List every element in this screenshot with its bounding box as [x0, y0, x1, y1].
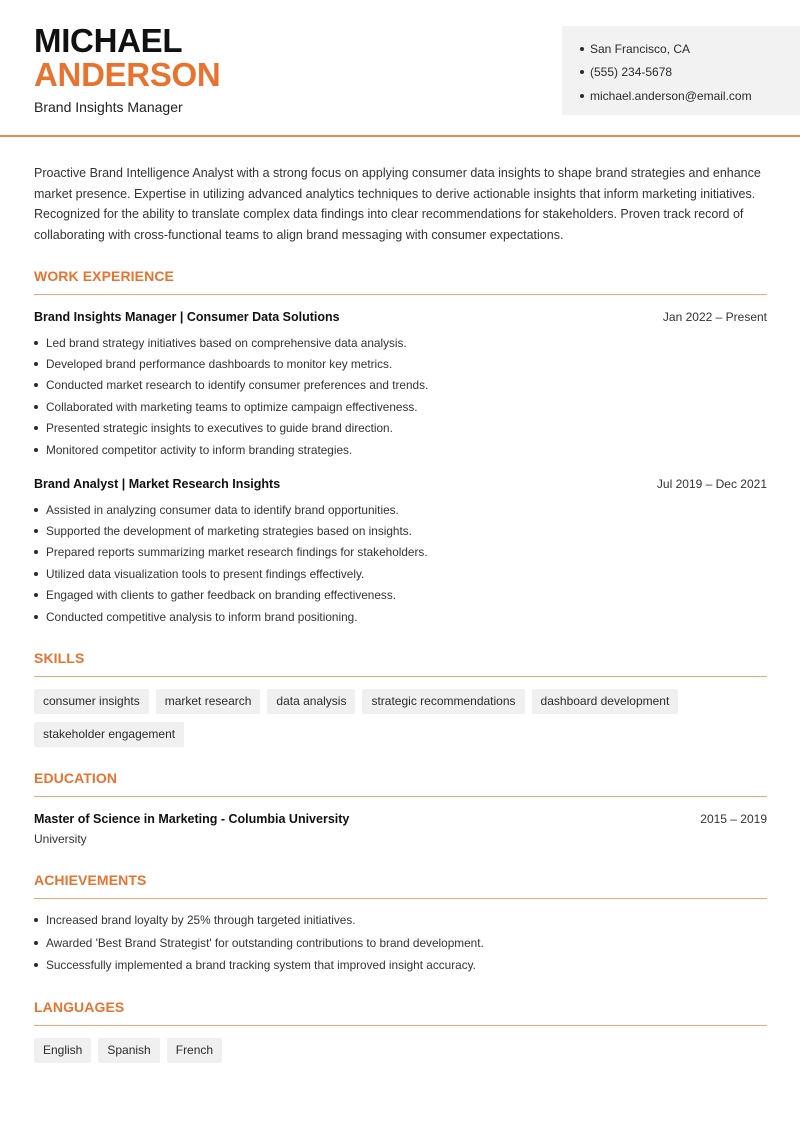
bullet-icon [34, 383, 38, 387]
bullet-icon [580, 47, 584, 51]
bullet-icon [34, 593, 38, 597]
list-item [34, 396, 767, 417]
bullet-text: Conducted competitive analysis to inform brand positioning. [46, 609, 358, 624]
skills-list [34, 689, 767, 747]
bullet-text: Prepared reports summarizing market research findings for stakeholders. [46, 545, 428, 560]
list-item [34, 332, 767, 353]
bullet-text: Engaged with clients to gather feedback on branding effectiveness. [46, 588, 396, 603]
achievement-text: Increased brand loyalty by 25% through targeted initiatives. [46, 913, 356, 928]
bullet-icon [34, 550, 38, 554]
bullet-icon [34, 341, 38, 345]
languages-heading: LANGUAGES [34, 999, 125, 1015]
list-item [34, 909, 767, 932]
achievements-heading: ACHIEVEMENTS [34, 872, 147, 888]
work-experience-heading: WORK EXPERIENCE [34, 268, 174, 284]
job-title: Brand Analyst | Market Research Insights [34, 477, 281, 491]
resume-header [0, 0, 800, 137]
contact-location [580, 37, 800, 61]
bullet-text: Led brand strategy initiatives based on comprehensive data analysis. [46, 335, 407, 350]
achievements-list [34, 909, 767, 977]
last-name: ANDERSON [34, 56, 221, 93]
bullet-icon [34, 941, 38, 945]
skill-chip: consumer insights [34, 689, 149, 714]
bullet-icon [34, 918, 38, 922]
bullet-text: Utilized data visualization tools to present findings effectively. [46, 566, 365, 581]
section-divider [34, 294, 767, 295]
degree-title: Master of Science in Marketing - Columbia University [34, 812, 350, 826]
skill-chip: data analysis [267, 689, 355, 714]
location-text: San Francisco, CA [590, 41, 691, 56]
list-item [34, 606, 767, 627]
professional-summary: Proactive Brand Intelligence Analyst with a strong focus on applying consumer data insights to shape brand strategies and enhance market presence. Expertise in utilizing advanced analytics techniques to derive actionable insights that inform marketing initiatives. Recognized for the ability to translate complex data findings into clear recommendations for stakeholders. Proven track record of collaborating with cross-functional teams to align brand messaging with consumer expectations. [34, 166, 761, 243]
bullet-icon [34, 572, 38, 576]
bullet-icon [580, 70, 584, 74]
bullet-text: Collaborated with marketing teams to optimize campaign effectiveness. [46, 399, 418, 414]
education-dates: 2015 – 2019 [700, 812, 767, 826]
candidate-name [34, 24, 220, 92]
achievement-text: Awarded 'Best Brand Strategist' for outstanding contributions to brand development. [46, 935, 484, 950]
job-dates: Jan 2022 – Present [662, 310, 767, 324]
job-bullets [34, 332, 767, 460]
job-title: Brand Insights Manager | Consumer Data Solutions [34, 310, 340, 324]
language-chip: English [34, 1038, 91, 1063]
bullet-text: Supported the development of marketing strategies based on insights. [46, 524, 412, 539]
list-item [34, 520, 767, 541]
job-bullets [34, 499, 767, 627]
bullet-icon [34, 362, 38, 366]
list-item [34, 954, 767, 977]
education-type: University [34, 832, 87, 846]
skill-chip: market research [156, 689, 261, 714]
achievement-text: Successfully implemented a brand tracking system that improved insight accuracy. [46, 958, 476, 973]
bullet-icon [34, 963, 38, 967]
bullet-icon [34, 448, 38, 452]
list-item [34, 439, 767, 460]
bullet-icon [34, 426, 38, 430]
skills-heading: SKILLS [34, 650, 85, 666]
list-item [34, 932, 767, 955]
language-chip: French [167, 1038, 222, 1063]
bullet-icon [580, 94, 584, 98]
list-item [34, 375, 767, 396]
skill-chip: strategic recommendations [362, 689, 524, 714]
list-item [34, 563, 767, 584]
job-title-headline: Brand Insights Manager [34, 99, 183, 115]
bullet-text: Developed brand performance dashboards to monitor key metrics. [46, 357, 393, 372]
list-item [34, 585, 767, 606]
contact-phone [580, 61, 800, 85]
list-item [34, 418, 767, 439]
first-name: MICHAEL [34, 22, 183, 59]
bullet-icon [34, 615, 38, 619]
bullet-text: Conducted market research to identify consumer preferences and trends. [46, 378, 429, 393]
section-divider [34, 898, 767, 899]
contact-email [580, 84, 800, 108]
bullet-icon [34, 405, 38, 409]
list-item [34, 542, 767, 563]
skill-chip: stakeholder engagement [34, 722, 184, 747]
section-divider [34, 796, 767, 797]
skill-chip: dashboard development [532, 689, 679, 714]
bullet-text: Monitored competitor activity to inform branding strategies. [46, 442, 353, 457]
section-divider [34, 1025, 767, 1026]
list-item [34, 353, 767, 374]
list-item [34, 499, 767, 520]
bullet-text: Assisted in analyzing consumer data to identify brand opportunities. [46, 502, 399, 517]
education-heading: EDUCATION [34, 770, 118, 786]
phone-text: (555) 234-5678 [590, 65, 673, 80]
bullet-icon [34, 508, 38, 512]
email-text: michael.anderson@email.com [590, 88, 752, 103]
contact-box [562, 26, 800, 115]
bullet-icon [34, 529, 38, 533]
languages-list [34, 1038, 767, 1063]
bullet-text: Presented strategic insights to executives to guide brand direction. [46, 421, 393, 436]
section-divider [34, 676, 767, 677]
job-dates: Jul 2019 – Dec 2021 [656, 477, 767, 491]
language-chip: Spanish [98, 1038, 159, 1063]
